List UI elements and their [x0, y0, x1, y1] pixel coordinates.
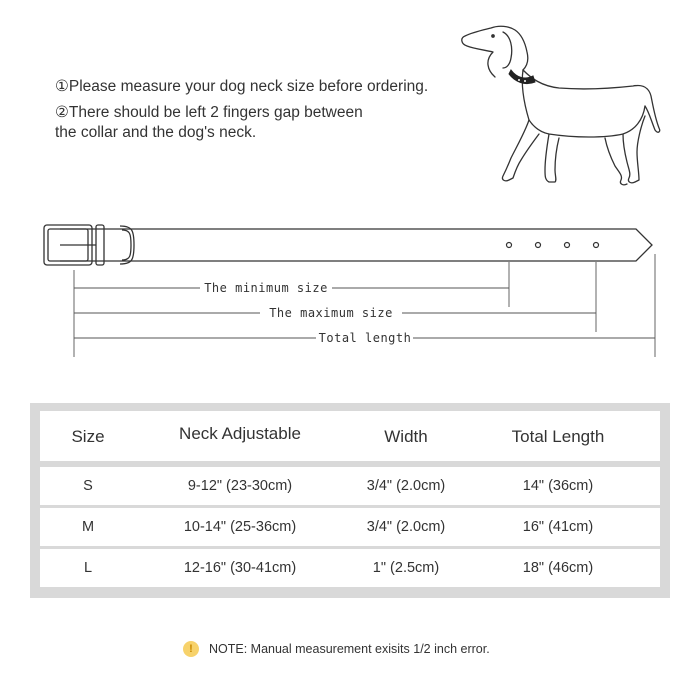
maximum-size-label: The maximum size — [269, 306, 393, 320]
header-neck-adjustable: Neck Adjustable — [179, 424, 301, 443]
measurement-note — [183, 641, 490, 657]
table-row — [40, 549, 660, 587]
length-cell: 16" (41cm) — [522, 519, 594, 535]
collar-strap — [44, 225, 652, 265]
dog-illustration — [455, 22, 665, 192]
neck-cell: 10-14" (25-36cm) — [183, 519, 297, 535]
table-row — [40, 508, 660, 546]
neck-cell: 9-12" (23-30cm) — [187, 478, 293, 494]
total-length-label: Total length — [318, 331, 412, 345]
header-width: Width — [384, 427, 428, 446]
width-cell: 3/4" (2.0cm) — [366, 478, 446, 494]
width-cell: 1" (2.5cm) — [372, 560, 440, 576]
minimum-size-label: The minimum size — [204, 281, 328, 295]
size-cell: S — [83, 478, 93, 494]
instruction-gap-line1: ②There should be left 2 fingers gap between — [55, 104, 363, 121]
table-header-row — [40, 411, 660, 461]
length-cell: 18" (46cm) — [522, 560, 594, 576]
header-size: Size — [71, 427, 105, 446]
instruction-gap-line2: the collar and the dog's neck. — [55, 124, 257, 141]
size-cell: M — [81, 519, 95, 535]
neck-cell: 12-16" (30-41cm) — [183, 560, 297, 576]
instruction-measure: ①Please measure your dog neck size before ordering. — [55, 78, 429, 95]
collar-holes — [507, 243, 599, 248]
warning-icon: ! — [183, 641, 199, 657]
note-text: NOTE: Manual measurement exisits 1/2 inch error. — [209, 642, 490, 656]
size-cell: L — [83, 560, 93, 576]
size-table — [30, 403, 670, 598]
header-total-length: Total Length — [511, 427, 605, 446]
table-row — [40, 467, 660, 505]
collar-diagram — [0, 210, 700, 370]
length-cell: 14" (36cm) — [522, 478, 594, 494]
width-cell: 3/4" (2.0cm) — [366, 519, 446, 535]
